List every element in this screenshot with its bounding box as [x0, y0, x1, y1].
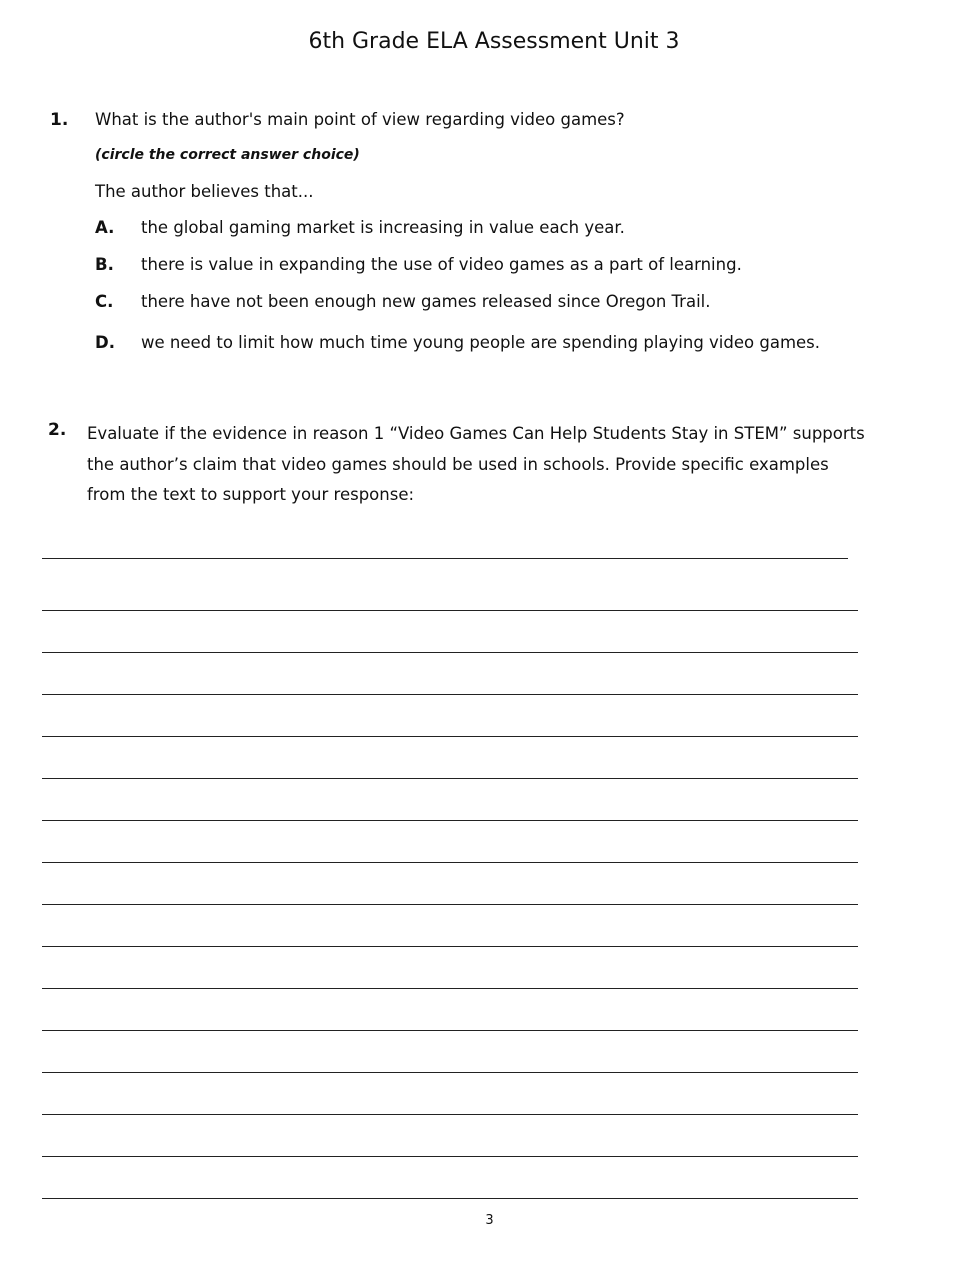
answer-line[interactable] — [42, 820, 858, 821]
question-1-prompt: What is the author's main point of view regarding video games? — [95, 110, 625, 129]
answer-line[interactable] — [42, 1030, 858, 1031]
question-1-stem: The author believes that... — [95, 182, 314, 201]
choice-d-text[interactable]: we need to limit how much time young people are spending playing video games. — [141, 333, 821, 352]
question-1-instruction: (circle the correct answer choice) — [95, 147, 360, 163]
answer-line[interactable] — [42, 652, 858, 653]
answer-line[interactable] — [42, 610, 858, 611]
answer-line[interactable] — [42, 1198, 858, 1199]
answer-line[interactable] — [42, 736, 858, 737]
answer-line[interactable] — [42, 862, 858, 863]
answer-line[interactable] — [42, 904, 858, 905]
choice-d-letter: D. — [95, 333, 115, 352]
choice-a-letter: A. — [95, 218, 115, 237]
answer-line[interactable] — [42, 1156, 858, 1157]
question-2-number: 2. — [48, 420, 67, 440]
answer-line[interactable] — [42, 988, 858, 989]
page-number: 3 — [485, 1213, 494, 1228]
answer-line[interactable] — [42, 778, 858, 779]
answer-line[interactable] — [42, 946, 858, 947]
choice-b-letter: B. — [95, 255, 114, 274]
choice-c-text[interactable]: there have not been enough new games released since Oregon Trail. — [141, 292, 711, 311]
choice-c-letter: C. — [95, 292, 114, 311]
question-1-number: 1. — [50, 110, 69, 130]
page-title: 6th Grade ELA Assessment Unit 3 — [308, 29, 680, 54]
choice-a-text[interactable]: the global gaming market is increasing in value each year. — [141, 218, 625, 237]
question-2-prompt: Evaluate if the evidence in reason 1 “Video Games Can Help Students Stay in STEM” supports the author’s claim that video games should be used in schools. Provide specific examples from the text to support your response: — [87, 424, 865, 504]
answer-line[interactable] — [42, 558, 848, 559]
answer-line[interactable] — [42, 1114, 858, 1115]
answer-line[interactable] — [42, 1072, 858, 1073]
choice-b-text[interactable]: there is value in expanding the use of video games as a part of learning. — [141, 255, 742, 274]
answer-line[interactable] — [42, 694, 858, 695]
